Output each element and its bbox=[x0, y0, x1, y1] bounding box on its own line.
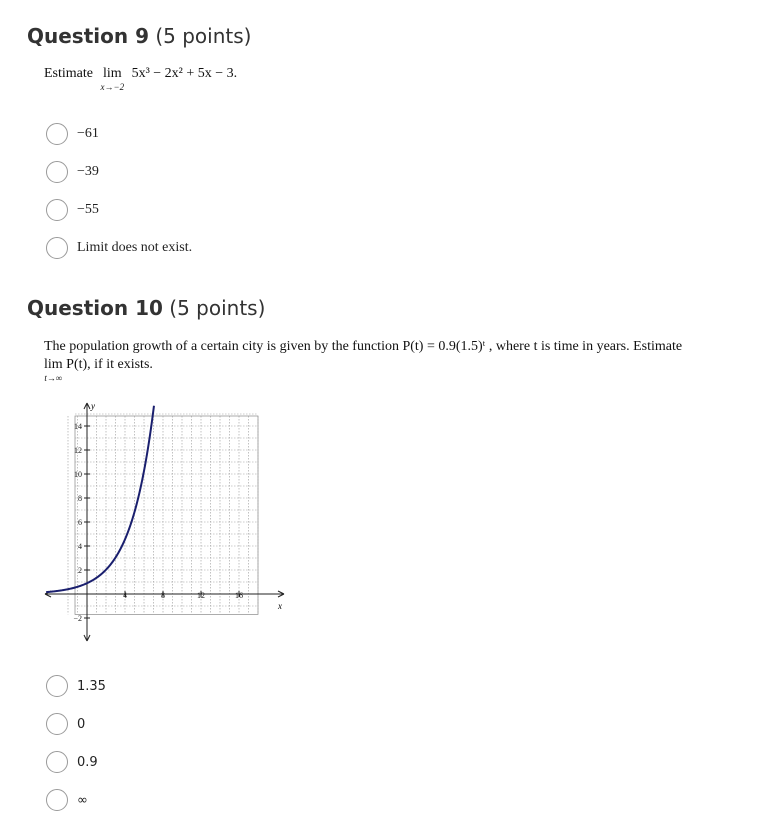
graph-grid bbox=[68, 414, 258, 614]
q10-option-3[interactable] bbox=[46, 749, 98, 775]
q9-option-3-label: −55 bbox=[77, 202, 99, 217]
q9-lim-word: lim bbox=[102, 66, 122, 81]
question-9-label: Question 9 bbox=[27, 24, 149, 48]
q9-option-1[interactable] bbox=[46, 121, 99, 147]
q9-option-1-label: −61 bbox=[77, 126, 99, 141]
q10-option-3-radio[interactable] bbox=[46, 751, 68, 773]
y-tick-label: 14 bbox=[74, 422, 82, 431]
x-tick-label: 8 bbox=[161, 591, 165, 600]
q9-prompt-lead: Estimate bbox=[44, 66, 93, 81]
q10-option-1-label: 1.35 bbox=[77, 678, 106, 694]
q9-option-1-radio[interactable] bbox=[46, 123, 68, 145]
q9-option-2-label: −39 bbox=[77, 164, 99, 179]
x-tick-label: 4 bbox=[123, 591, 127, 600]
q10-limit-operator bbox=[44, 357, 63, 383]
q10-option-2-label: 0 bbox=[77, 716, 86, 732]
grid-frame bbox=[75, 416, 258, 614]
question-9-title bbox=[27, 24, 251, 48]
q9-expression: 5x³ − 2x² + 5x − 3. bbox=[131, 66, 238, 81]
q10-option-2-radio[interactable] bbox=[46, 713, 68, 735]
q10-prompt-line2: P(t), if it exists. bbox=[66, 357, 153, 372]
q9-option-3-radio[interactable] bbox=[46, 199, 68, 221]
q10-option-1-radio[interactable] bbox=[46, 675, 68, 697]
question-10-title bbox=[27, 296, 265, 320]
graph-ticks bbox=[73, 422, 243, 623]
q10-option-3-label: 0.9 bbox=[77, 754, 98, 770]
q10-option-4-label: ∞ bbox=[77, 792, 88, 808]
q9-option-4-radio[interactable] bbox=[46, 237, 68, 259]
y-tick-label: −2 bbox=[73, 614, 82, 623]
q10-option-4[interactable] bbox=[46, 787, 88, 813]
q10-option-4-radio[interactable] bbox=[46, 789, 68, 811]
y-tick-label: 2 bbox=[78, 566, 82, 575]
q10-option-1[interactable] bbox=[46, 673, 106, 699]
x-tick-label: 16 bbox=[235, 591, 243, 600]
x-tick-label: 12 bbox=[197, 591, 205, 600]
population-curve bbox=[46, 406, 154, 592]
q9-option-2[interactable] bbox=[46, 159, 99, 185]
y-tick-label: 6 bbox=[78, 518, 82, 527]
y-tick-label: 8 bbox=[78, 494, 82, 503]
q9-lim-subscript: x→−2 bbox=[100, 82, 125, 92]
question-9-prompt bbox=[44, 66, 237, 92]
y-axis-label: y bbox=[91, 401, 95, 411]
question-9-points: (5 points) bbox=[148, 24, 252, 48]
q9-option-3[interactable] bbox=[46, 197, 99, 223]
y-tick-label: 12 bbox=[74, 446, 82, 455]
q10-prompt-line1: The population growth of a certain city is given by the function P(t) = 0.9(1.5)ᵗ , where t is time in years. Estimate bbox=[44, 339, 683, 354]
question-10-prompt bbox=[44, 339, 744, 383]
question-10-label: Question 10 bbox=[27, 296, 163, 320]
q10-option-2[interactable] bbox=[46, 711, 85, 737]
y-tick-label: 10 bbox=[74, 470, 82, 479]
q9-limit-operator bbox=[101, 66, 125, 92]
x-axis-label: x bbox=[278, 601, 282, 611]
q9-option-4-label: Limit does not exist. bbox=[77, 240, 193, 255]
population-graph bbox=[42, 397, 292, 647]
q10-lim-word: lim bbox=[44, 357, 63, 372]
q9-option-2-radio[interactable] bbox=[46, 161, 68, 183]
q9-option-4[interactable] bbox=[46, 235, 192, 261]
q10-lim-subscript: t→∞ bbox=[44, 373, 63, 383]
question-10-points: (5 points) bbox=[162, 296, 266, 320]
y-tick-label: 4 bbox=[78, 542, 82, 551]
